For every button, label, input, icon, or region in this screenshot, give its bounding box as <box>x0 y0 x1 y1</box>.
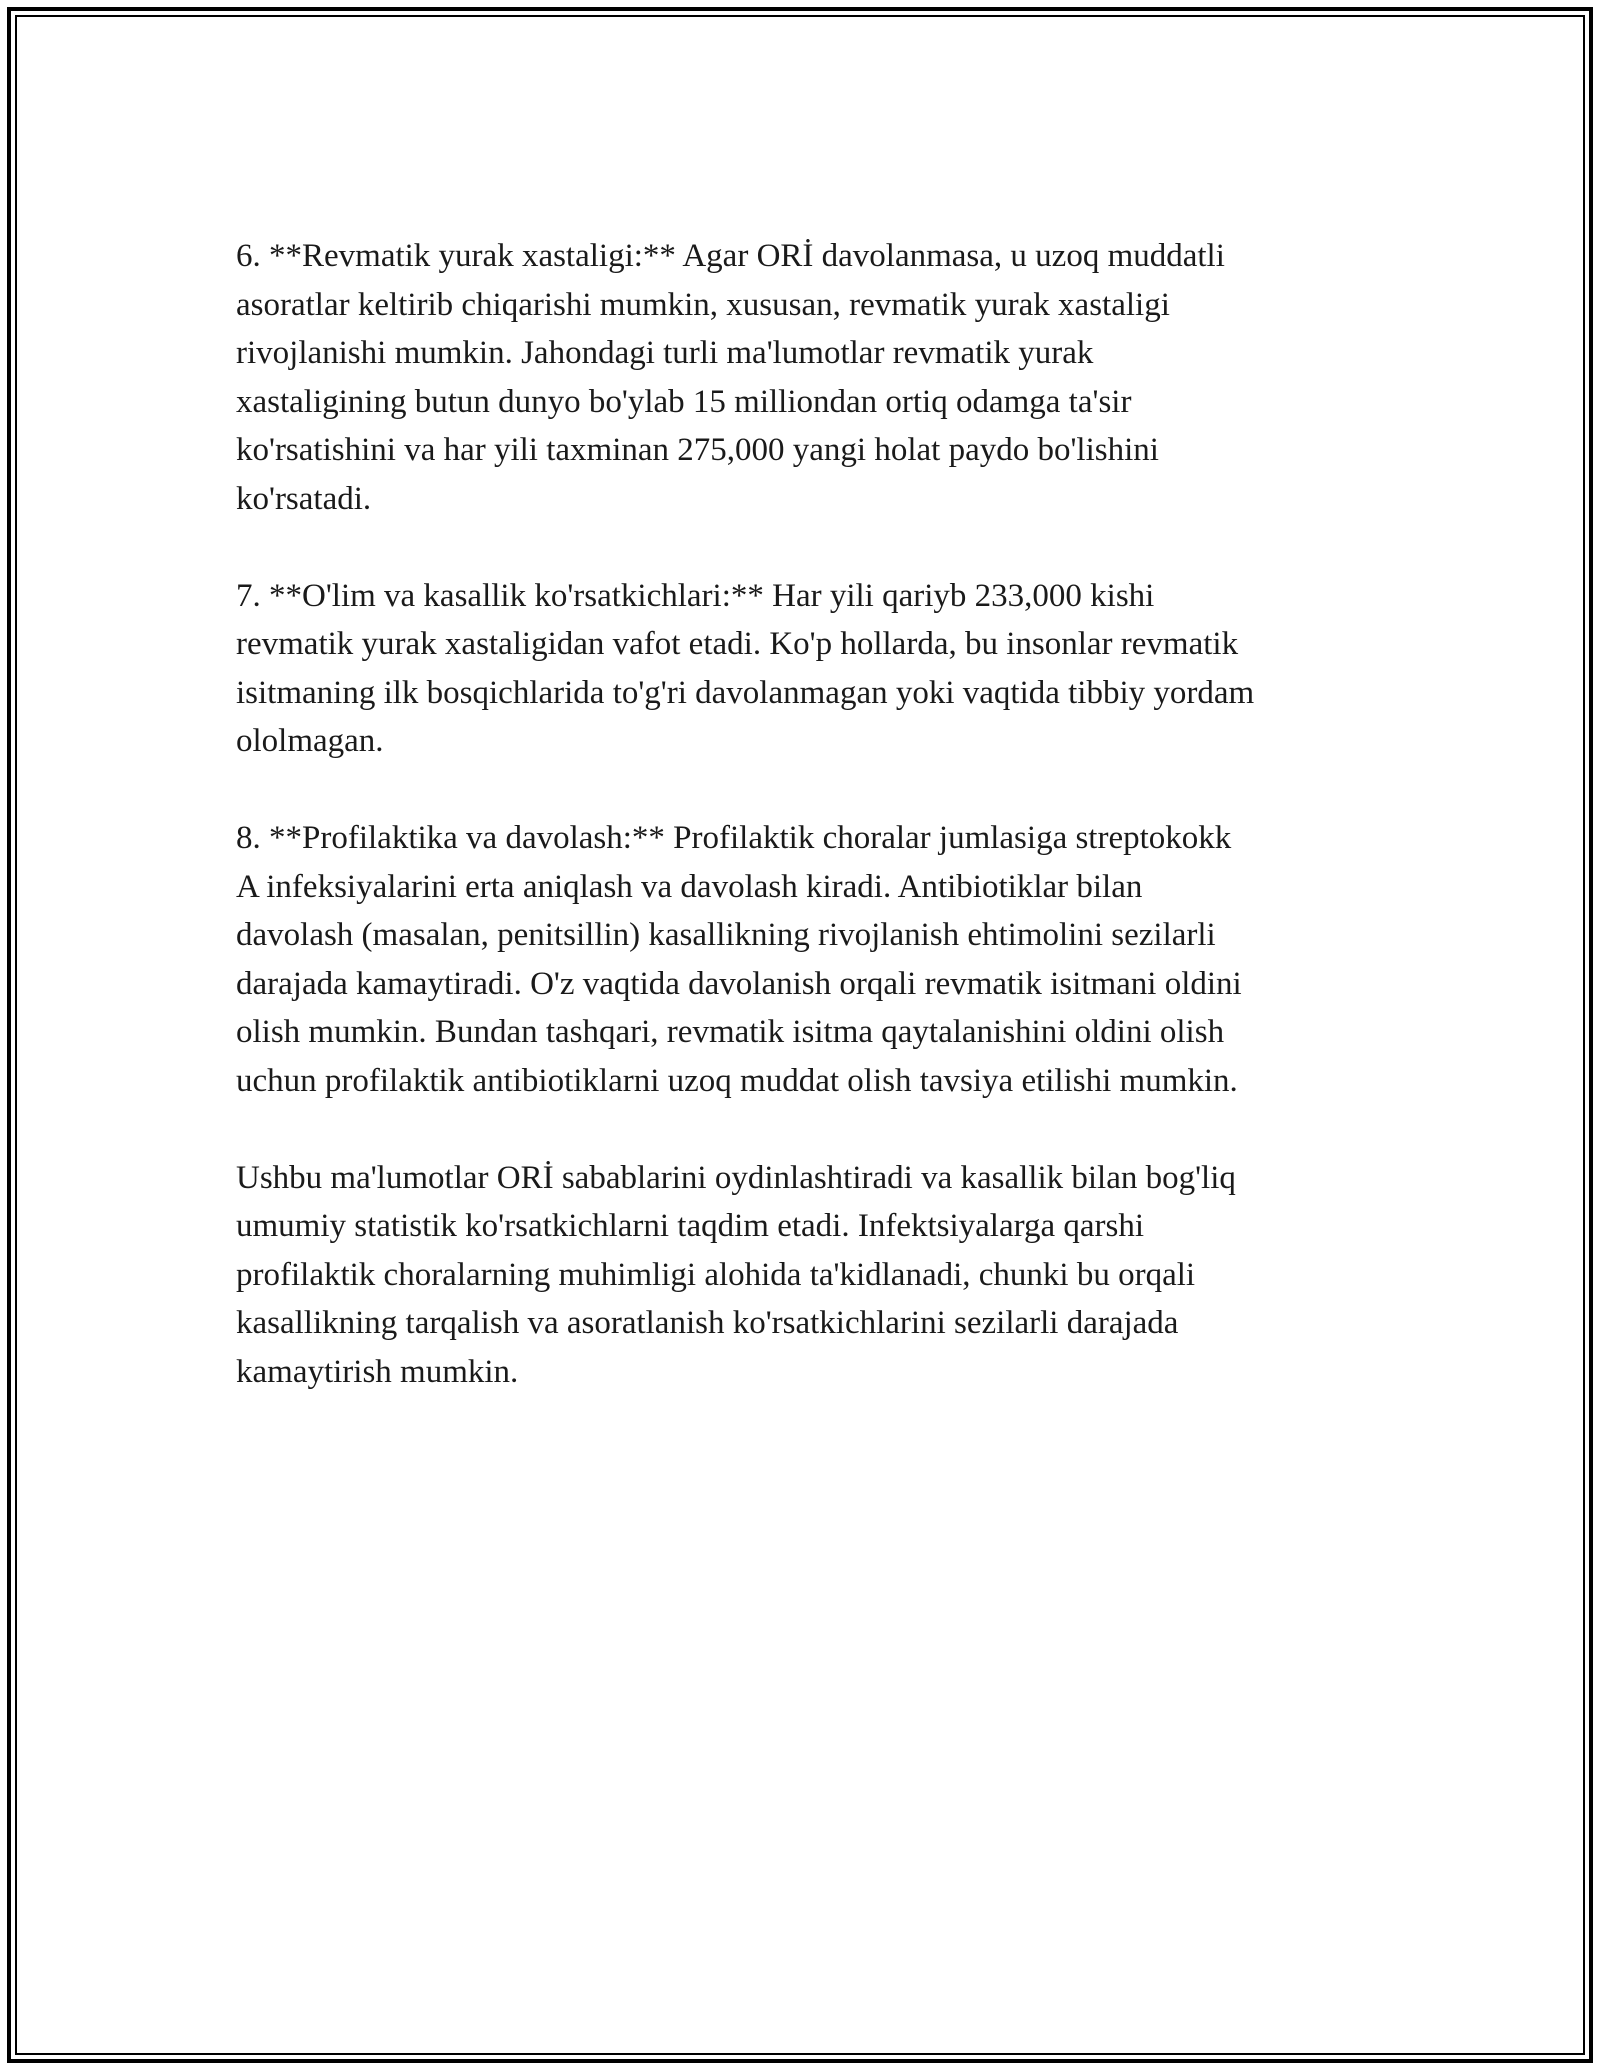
document-body <box>236 232 1376 1396</box>
paragraph-mortality-morbidity: 7. **O'lim va kasallik ko'rsatkichlari:** Har yili qariyb 233,000 kishi revmatik yurak xastaligidan vafot etadi. Ko'p hollarda, bu insonlar revmatik isitmaning ilk bosqichlarida to'g'ri davolanmagan yoki vaqtida tibbiy yordam ololmagan. <box>236 577 1255 759</box>
paragraph-rheumatic-heart-disease: 6. **Revmatik yurak xastaligi:** Agar ORİ davolanmasa, u uzoq muddatli asoratlar keltirib chiqarishi mumkin, xususan, revmatik yurak xastaligi rivojlanishi mumkin. Jahondagi turli ma'lumotlar revmatik yurak xastaligining butun dunyo bo'ylab 15 milliondan ortiq odamga ta'sir ko'rsatishini va har yili taxminan 275,000 yangi holat paydo bo'lishini ko'rsatadi. <box>236 238 1225 517</box>
paragraph-prevention-treatment: 8. **Profilaktika va davolash:** Profilaktik choralar jumlasiga streptokokk A infeksiyalarini erta aniqlash va davolash kiradi. Antibiotiklar bilan davolash (masalan, penitsillin) kasallikning rivojlanish ehtimolini sezilarli darajada kamaytiradi. O'z vaqtida davolanish orqali revmatik isitmani oldini olish mumkin. Bundan tashqari, revmatik isitma qaytalanishini oldini olish uchun profilaktik antibiotiklarni uzoq muddat olish tavsiya etilishi mumkin. <box>236 820 1242 1099</box>
paragraph-summary: Ushbu ma'lumotlar ORİ sabablarini oydinlashtiradi va kasallik bilan bog'liq umumiy statistik ko'rsatkichlarni taqdim etadi. Infektsiyalarga qarshi profilaktik choralarning muhimligi alohida ta'kidlanadi, chunki bu orqali kasallikning tarqalish va asoratlanish ko'rsatkichlarini sezilarli darajada kamaytirish mumkin. <box>236 1159 1236 1390</box>
